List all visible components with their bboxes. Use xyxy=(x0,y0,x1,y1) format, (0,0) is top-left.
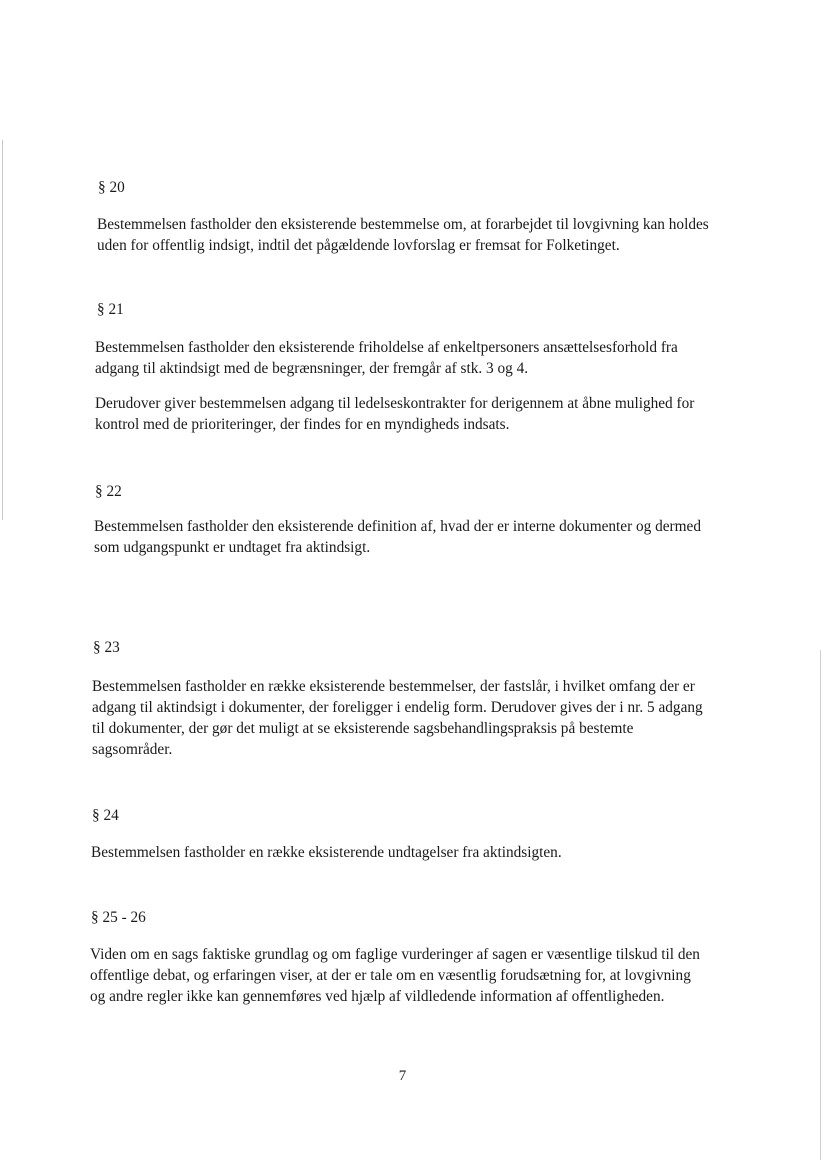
text-line: Derudover giver bestemmelsen adgang til ledelseskontrakter for derigennem at åbne mulighed for xyxy=(95,395,695,412)
section-21-paragraph-1 xyxy=(95,337,745,379)
text-line: sagsområder. xyxy=(92,741,173,758)
section-heading-23: § 23 xyxy=(93,639,120,656)
section-21-paragraph-2 xyxy=(95,393,745,435)
text-line: kontrol med de prioriteringer, der findes for en myndigheds indsats. xyxy=(95,416,510,433)
section-23-paragraph xyxy=(92,676,742,760)
text-line: Bestemmelsen fastholder den eksisterende bestemmelse om, at forarbejdet til lovgivning kan holdes xyxy=(97,216,709,233)
section-20-paragraph xyxy=(97,214,747,256)
text-line: Bestemmelsen fastholder den eksisterende definition af, hvad der er interne dokumenter og dermed xyxy=(94,518,701,535)
text-line: Viden om en sags faktiske grundlag og om faglige vurderinger af sagen er væsentlige tilskud til den xyxy=(90,946,700,963)
text-line: uden for offentlig indsigt, indtil det pågældende lovforslag er fremsat for Folketinget. xyxy=(97,237,620,254)
text-line: og andre regler ikke kan gennemføres ved hjælp af vildledende information af offentligheden. xyxy=(90,988,665,1005)
text-line: Bestemmelsen fastholder den eksisterende friholdelse af enkeltpersoners ansættelsesforhold fra xyxy=(95,339,678,356)
section-heading-21: § 21 xyxy=(97,301,124,318)
text-line: Bestemmelsen fastholder en række eksisterende bestemmelser, der fastslår, i hvilket omfang der er xyxy=(92,678,695,695)
text-line: som udgangspunkt er undtaget fra aktindsigt. xyxy=(94,539,371,556)
section-heading-22: § 22 xyxy=(95,483,122,500)
text-line: til dokumenter, der gør det muligt at se eksisterende sagsbehandlingspraksis på bestemte xyxy=(92,720,634,737)
section-heading-24: § 24 xyxy=(92,807,119,824)
text-line: adgang til aktindsigt med de begrænsninger, der fremgår af stk. 3 og 4. xyxy=(95,360,529,377)
page-number: 7 xyxy=(398,1068,407,1084)
text-line: adgang til aktindsigt i dokumenter, der foreligger i endelig form. Derudover gives der i nr. 5 adgang xyxy=(92,699,703,716)
section-24-paragraph xyxy=(91,842,741,863)
text-line: offentlige debat, og erfaringen viser, at der er tale om en væsentlig forudsætning for, at lovgivning xyxy=(90,967,691,984)
section-heading-25-26: § 25 - 26 xyxy=(91,909,146,926)
scan-edge-left xyxy=(2,140,3,520)
section-25-26-paragraph xyxy=(90,944,740,1007)
text-line: Bestemmelsen fastholder en række eksisterende undtagelser fra aktindsigten. xyxy=(91,844,562,861)
section-22-paragraph xyxy=(94,516,744,558)
scan-edge-right xyxy=(820,650,821,1160)
section-heading-20: § 20 xyxy=(98,179,125,196)
